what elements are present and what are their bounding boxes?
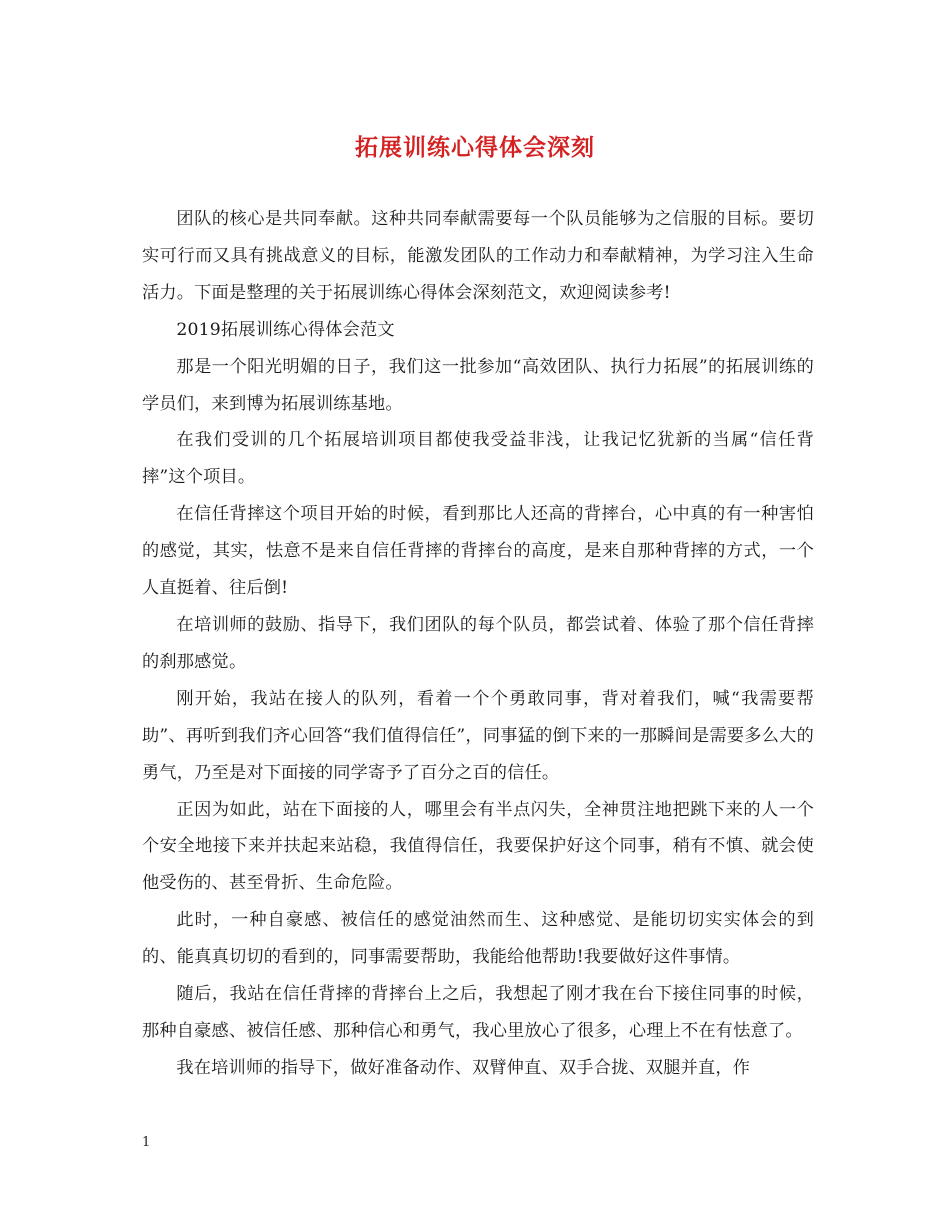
paragraph: 我在培训师的指导下，做好准备动作、双臂伸直、双手合拢、双腿并直，作 bbox=[176, 1057, 751, 1078]
paragraph: 随后，我站在信任背摔的背摔台上之后，我想起了刚才我在台下接住同事的时候，那种自豪感、被信任感、那种信心和勇气，我心里放心了很多，心理上不在有怯意了。 bbox=[142, 984, 814, 1041]
paragraph: 正因为如此，站在下面接的人，哪里会有半点闪失，全神贯注地把跳下来的人一个个安全地接下来并扶起来站稳，我值得信任，我要保护好这个同事，稍有不慎、就会使他受伤的、甚至骨折、生命危险。 bbox=[142, 799, 814, 894]
paragraph: 在我们受训的几个拓展培训项目都使我受益非浅，让我记忆犹新的当属“信任背摔”这个项目。 bbox=[142, 430, 814, 488]
page-number: 1 bbox=[142, 1135, 151, 1150]
paragraph-intro: 团队的核心是共同奉献。这种共同奉献需要每一个队员能够为之信服的目标。要切实可行而又具有挑战意义的目标，能激发团队的工作动力和奉献精神，为学习注入生命活力。下面是整理的关于拓展训练心得体会深刻范文，欢迎阅读参考! bbox=[142, 209, 814, 303]
paragraph: 此时，一种自豪感、被信任的感觉油然而生、这种感觉、是能切切实实体会的到的、能真真切切的看到的，同事需要帮助，我能给他帮助!我要做好这件事情。 bbox=[142, 910, 814, 968]
document-title: 拓展训练心得体会深刻 bbox=[355, 134, 595, 161]
section-heading: 2019拓展训练心得体会范文 bbox=[176, 319, 395, 340]
document-body bbox=[142, 201, 814, 1087]
paragraph: 刚开始，我站在接人的队列，看着一个个勇敢同事，背对着我们，喊“我需要帮助”、再听到我们齐心回答“我们值得信任”，同事猛的倒下来的一那瞬间是需要多么大的勇气，乃至是对下面接的同学寄予了百分之百的信任。 bbox=[142, 688, 814, 783]
paragraph: 在培训师的鼓励、指导下，我们团队的每个队员，都尝试着、体验了那个信任背摔的刹那感觉。 bbox=[142, 614, 814, 672]
paragraph: 在信任背摔这个项目开始的时候，看到那比人还高的背摔台，心中真的有一种害怕的感觉，其实，怯意不是来自信任背摔的背摔台的高度，是来自那种背摔的方式，一个人直挺着、往后倒! bbox=[142, 504, 814, 599]
paragraph: 那是一个阳光明媚的日子，我们这一批参加“高效团队、执行力拓展”的拓展训练的学员们，来到博为拓展训练基地。 bbox=[142, 356, 814, 414]
